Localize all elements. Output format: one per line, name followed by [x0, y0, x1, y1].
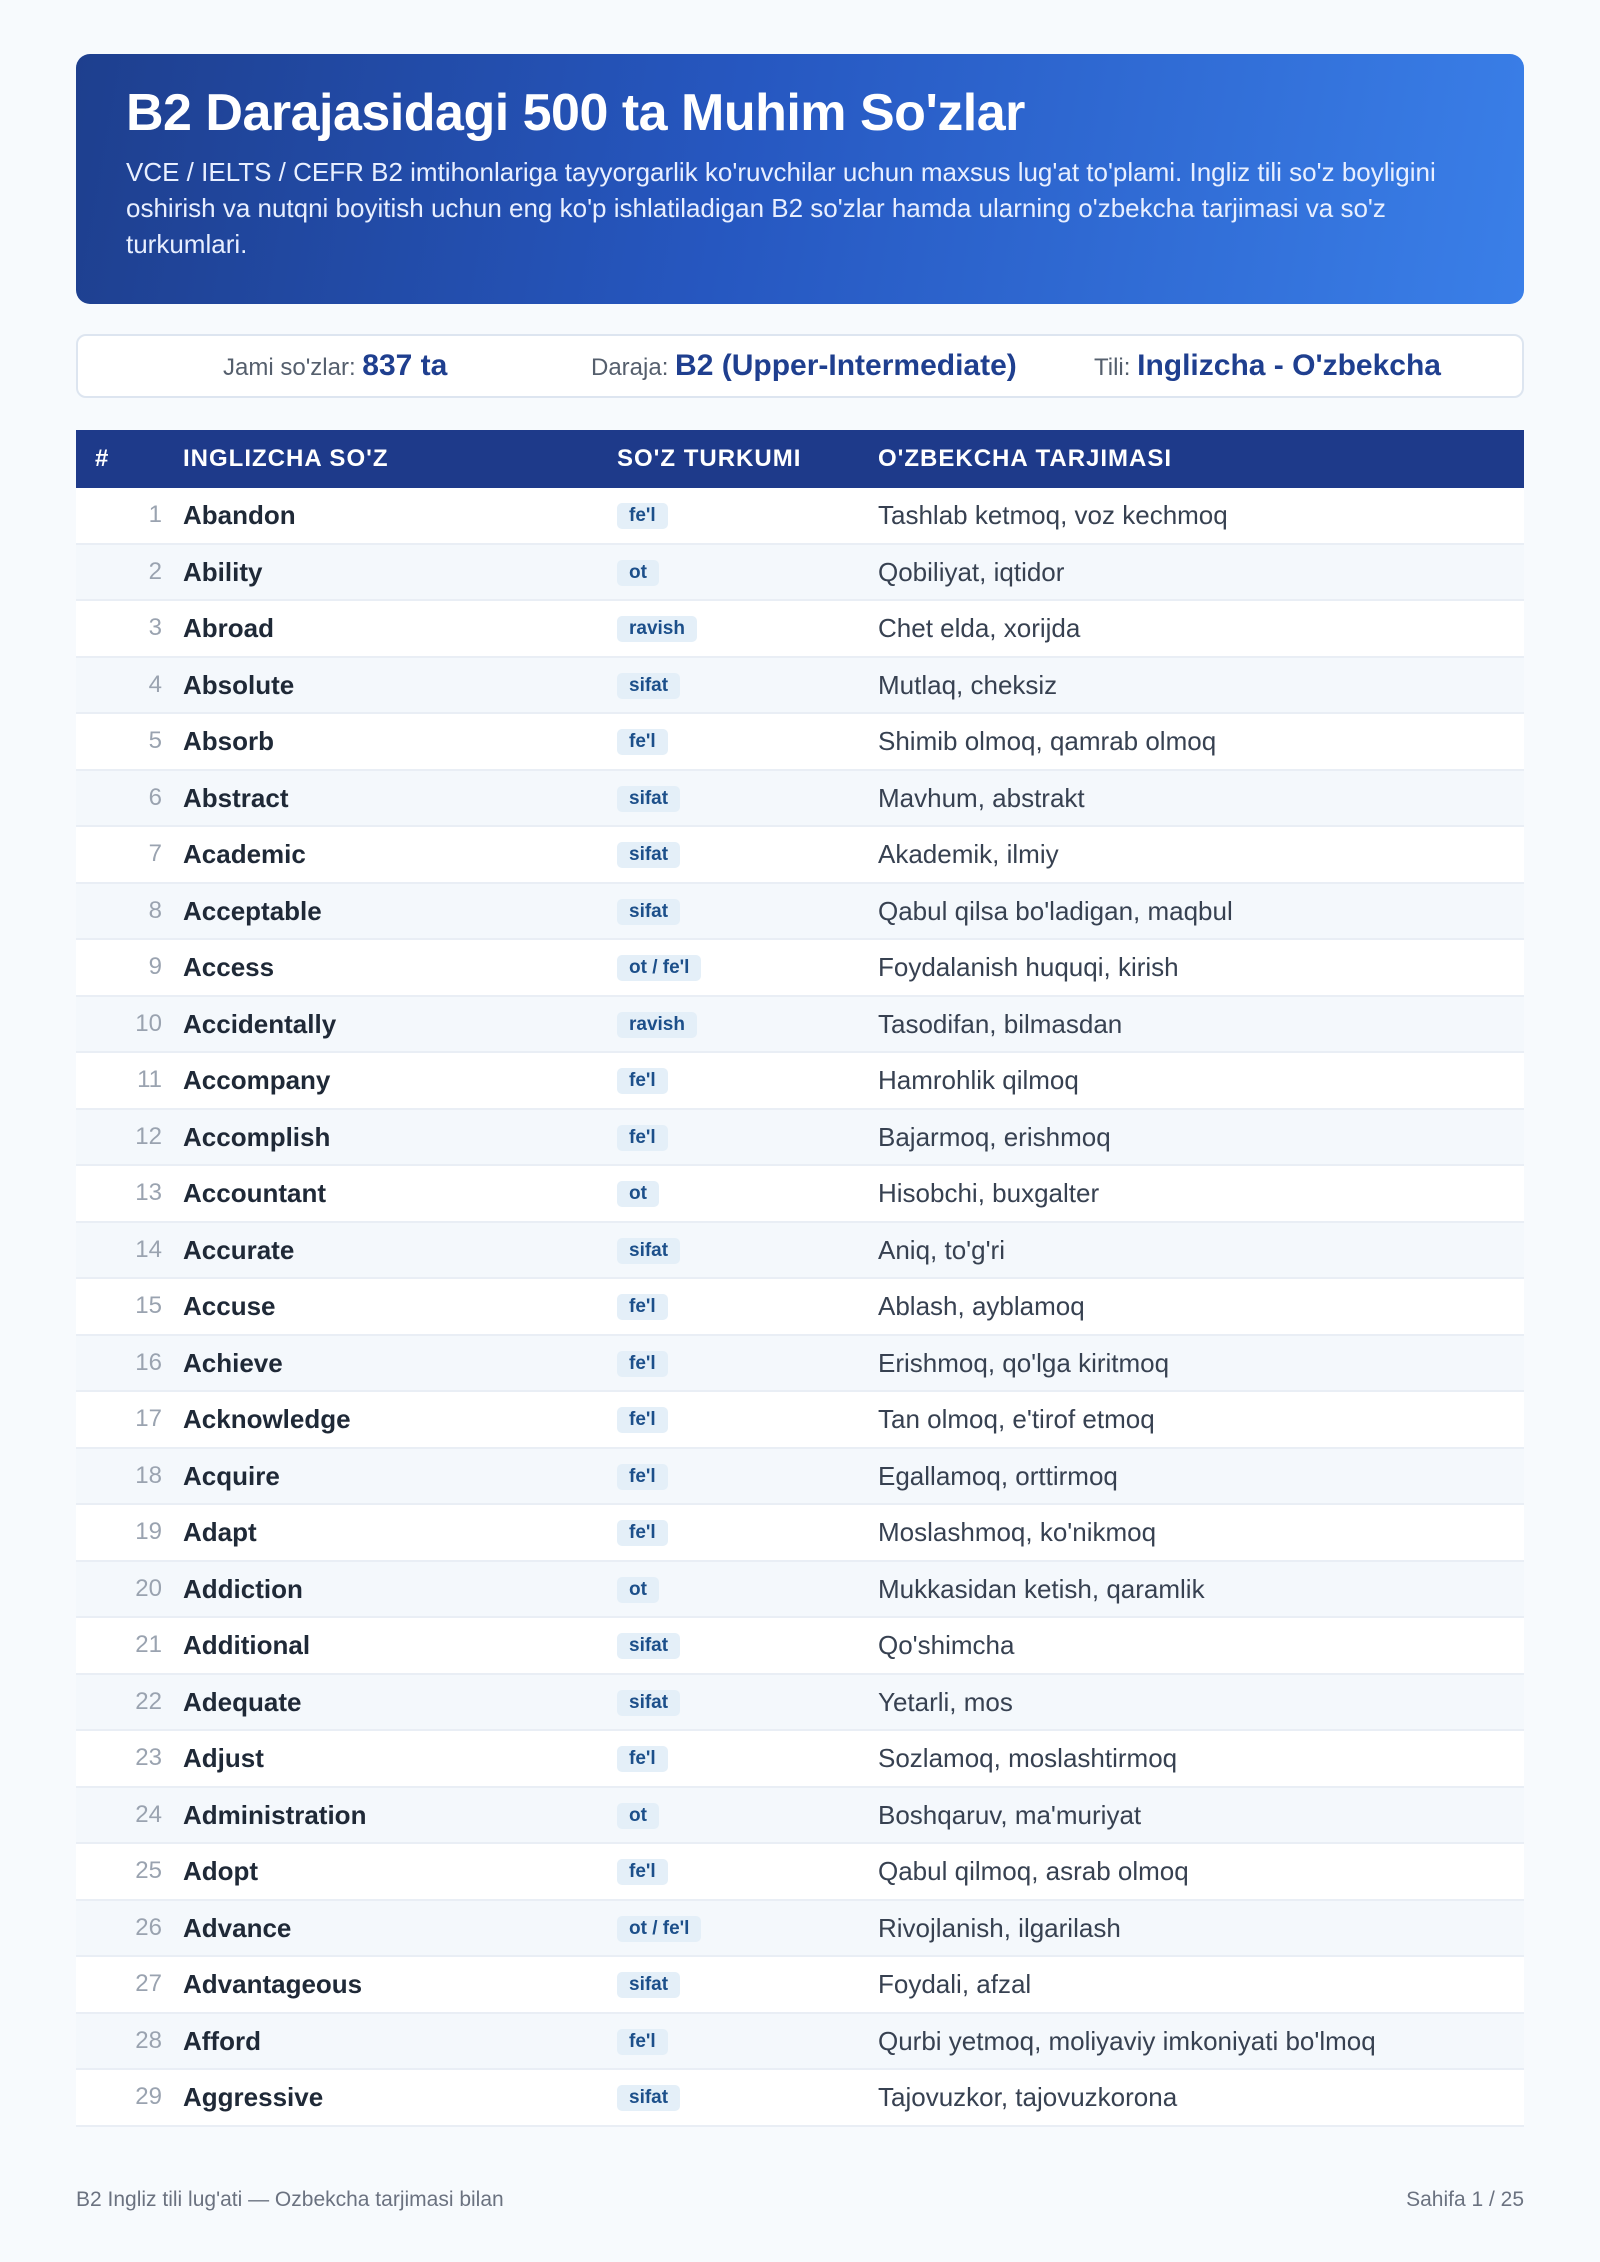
table-row	[76, 1675, 1524, 1732]
english-word: Acceptable	[183, 895, 322, 926]
part-of-speech-badge: ravish	[617, 616, 697, 642]
row-number: 5	[148, 727, 162, 754]
table-row	[76, 1901, 1524, 1958]
table-row	[76, 1279, 1524, 1336]
uzbek-translation: Bajarmoq, erishmoq	[878, 1121, 1111, 1152]
english-word: Abroad	[183, 613, 274, 643]
uzbek-translation: Qobiliyat, iqtidor	[878, 556, 1065, 587]
row-number: 8	[148, 896, 162, 924]
uzbek-translation: Hamrohlik qilmoq	[878, 1065, 1079, 1095]
table-row	[76, 1731, 1524, 1788]
part-of-speech-badge: ot	[617, 1803, 659, 1829]
part-of-speech-badge: fe'l	[617, 1746, 668, 1772]
page-header	[76, 54, 1524, 304]
column-header-translation: O'ZBEKCHA TARJIMASI	[878, 445, 1173, 472]
english-word: Absolute	[183, 669, 295, 700]
row-number: 20	[135, 1574, 162, 1602]
row-number: 17	[135, 1405, 162, 1432]
row-number: 22	[135, 1687, 162, 1715]
uzbek-translation: Ablash, ayblamoq	[878, 1291, 1085, 1321]
part-of-speech-badge: fe'l	[617, 1294, 668, 1320]
uzbek-translation: Aniq, to'g'ri	[878, 1234, 1005, 1265]
row-number: 24	[135, 1800, 162, 1828]
column-header-number: #	[95, 445, 110, 472]
row-number: 25	[135, 1857, 162, 1884]
stat-language-label: Tili:	[1094, 354, 1131, 381]
part-of-speech-badge: sifat	[617, 1690, 680, 1716]
uzbek-translation: Mutlaq, cheksiz	[878, 669, 1058, 700]
part-of-speech-badge: sifat	[617, 2085, 680, 2111]
table-row	[76, 1110, 1524, 1167]
vocabulary-table-body	[76, 488, 1524, 2127]
english-word: Acknowledge	[183, 1404, 351, 1434]
table-row	[76, 771, 1524, 828]
english-word: Access	[183, 952, 275, 982]
row-number: 15	[135, 1292, 162, 1319]
row-number: 14	[135, 1235, 162, 1263]
uzbek-translation: Qabul qilsa bo'ladigan, maqbul	[878, 895, 1233, 926]
part-of-speech-badge: ot	[617, 1577, 659, 1603]
column-header-part-of-speech: SO'Z TURKUMI	[617, 445, 802, 472]
english-word: Acquire	[183, 1460, 280, 1491]
uzbek-translation: Shimib olmoq, qamrab olmoq	[878, 726, 1217, 756]
table-row	[76, 1957, 1524, 2014]
english-word: Accompany	[183, 1065, 331, 1095]
row-number: 2	[148, 557, 162, 585]
part-of-speech-badge: ot	[617, 560, 659, 586]
table-row	[76, 940, 1524, 997]
part-of-speech-badge: sifat	[617, 1633, 680, 1659]
english-word: Ability	[183, 556, 263, 587]
table-row	[76, 1336, 1524, 1393]
english-word: Adopt	[183, 1856, 259, 1886]
english-word: Abstract	[183, 782, 289, 813]
uzbek-translation: Mukkasidan ketish, qaramlik	[878, 1573, 1205, 1604]
uzbek-translation: Yetarli, mos	[878, 1686, 1013, 1717]
part-of-speech-badge: ravish	[617, 1012, 697, 1038]
table-row	[76, 2014, 1524, 2071]
uzbek-translation: Hisobchi, buxgalter	[878, 1178, 1100, 1208]
english-word: Adapt	[183, 1517, 257, 1547]
row-number: 27	[135, 1970, 162, 1997]
part-of-speech-badge: fe'l	[617, 1520, 668, 1546]
part-of-speech-badge: fe'l	[617, 1859, 668, 1885]
row-number: 4	[148, 670, 162, 698]
part-of-speech-badge: fe'l	[617, 729, 668, 755]
english-word: Abandon	[183, 500, 296, 530]
table-row	[76, 488, 1524, 545]
part-of-speech-badge: ot	[617, 1181, 659, 1207]
uzbek-translation: Akademik, ilmiy	[878, 839, 1059, 869]
column-header-english-word: INGLIZCHA SO'Z	[183, 445, 389, 472]
table-row	[76, 601, 1524, 658]
uzbek-translation: Chet elda, xorijda	[878, 613, 1081, 643]
english-word: Accuse	[183, 1291, 276, 1321]
english-word: Absorb	[183, 726, 274, 756]
row-number: 6	[148, 783, 162, 811]
uzbek-translation: Tan olmoq, e'tirof etmoq	[878, 1404, 1155, 1434]
stat-level-label: Daraja:	[591, 354, 669, 381]
table-row	[76, 658, 1524, 715]
uzbek-translation: Sozlamoq, moslashtirmoq	[878, 1743, 1178, 1773]
stats-bar	[76, 334, 1524, 398]
table-row	[76, 1788, 1524, 1845]
row-number: 9	[148, 953, 162, 980]
english-word: Adequate	[183, 1686, 302, 1717]
row-number: 12	[135, 1122, 162, 1150]
uzbek-translation: Erishmoq, qo'lga kiritmoq	[878, 1347, 1170, 1378]
english-word: Accidentally	[183, 1008, 337, 1039]
page-title: B2 Darajasidagi 500 ta Muhim So'zlar	[126, 84, 1025, 142]
uzbek-translation: Moslashmoq, ko'nikmoq	[878, 1517, 1157, 1547]
table-row	[76, 1449, 1524, 1506]
part-of-speech-badge: fe'l	[617, 503, 668, 529]
uzbek-translation: Foydalanish huquqi, kirish	[878, 952, 1179, 982]
part-of-speech-badge: fe'l	[617, 1407, 668, 1433]
english-word: Afford	[183, 2025, 261, 2056]
table-row	[76, 997, 1524, 1054]
table-header	[76, 430, 1524, 488]
row-number: 1	[148, 501, 162, 528]
uzbek-translation: Qo'shimcha	[878, 1630, 1015, 1660]
table-row	[76, 1223, 1524, 1280]
english-word: Accomplish	[183, 1121, 331, 1152]
stat-level-value: B2 (Upper-Intermediate)	[675, 349, 1017, 382]
table-row	[76, 1562, 1524, 1619]
row-number: 26	[135, 1913, 162, 1941]
table-row	[76, 714, 1524, 771]
uzbek-translation: Egallamoq, orttirmoq	[878, 1460, 1118, 1491]
row-number: 3	[148, 614, 162, 641]
table-row	[76, 545, 1524, 602]
part-of-speech-badge: sifat	[617, 1972, 680, 1998]
part-of-speech-badge: sifat	[617, 1238, 680, 1264]
table-row	[76, 827, 1524, 884]
row-number: 23	[135, 1744, 162, 1771]
part-of-speech-badge: sifat	[617, 673, 680, 699]
english-word: Addiction	[183, 1573, 303, 1604]
row-number: 7	[148, 840, 162, 867]
stat-language-value: Inglizcha - O'zbekcha	[1137, 349, 1441, 382]
english-word: Achieve	[183, 1347, 283, 1378]
row-number: 21	[135, 1631, 162, 1658]
row-number: 19	[135, 1518, 162, 1545]
table-row	[76, 1618, 1524, 1675]
english-word: Aggressive	[183, 2082, 324, 2112]
part-of-speech-badge: ot / fe'l	[617, 955, 701, 981]
row-number: 28	[135, 2026, 162, 2054]
uzbek-translation: Mavhum, abstrakt	[878, 782, 1085, 813]
part-of-speech-badge: sifat	[617, 842, 680, 868]
page-description: VCE / IELTS / CEFR B2 imtihonlariga tayyorgarlik ko'ruvchilar uchun maxsus lug'at to'plami. Ingliz tili so'z boyligini oshirish va nutqni boyitish uchun eng ko'p ishlatiladigan B2 so'zlar hamda ularning o'zbekcha tarjimasi va so'z turkumlari.	[126, 157, 1436, 259]
stat-total	[223, 336, 447, 396]
part-of-speech-badge: fe'l	[617, 1351, 668, 1377]
row-number: 10	[135, 1009, 162, 1037]
part-of-speech-badge: sifat	[617, 786, 680, 812]
row-number: 11	[137, 1066, 162, 1093]
stat-language	[1094, 336, 1441, 396]
stat-total-value: 837 ta	[362, 349, 448, 382]
table-row	[76, 1505, 1524, 1562]
uzbek-translation: Boshqaruv, ma'muriyat	[878, 1799, 1142, 1830]
table-row	[76, 884, 1524, 941]
part-of-speech-badge: fe'l	[617, 2029, 668, 2055]
row-number: 13	[135, 1179, 162, 1206]
part-of-speech-badge: fe'l	[617, 1125, 668, 1151]
table-row	[76, 2070, 1524, 2127]
table-row	[76, 1392, 1524, 1449]
uzbek-translation: Foydali, afzal	[878, 1969, 1032, 1999]
uzbek-translation: Tasodifan, bilmasdan	[878, 1008, 1123, 1039]
uzbek-translation: Rivojlanish, ilgarilash	[878, 1912, 1121, 1943]
english-word: Additional	[183, 1630, 311, 1660]
uzbek-translation: Qurbi yetmoq, moliyaviy imkoniyati bo'lmoq	[878, 2025, 1376, 2056]
row-number: 29	[135, 2083, 162, 2110]
part-of-speech-badge: fe'l	[617, 1068, 668, 1094]
english-word: Academic	[183, 839, 306, 869]
footer-title: B2 Ingliz tili lug'ati — Ozbekcha tarjimasi bilan	[76, 2188, 504, 2211]
english-word: Administration	[183, 1799, 367, 1830]
part-of-speech-badge: ot / fe'l	[617, 1916, 701, 1942]
part-of-speech-badge: sifat	[617, 899, 680, 925]
english-word: Adjust	[183, 1743, 264, 1773]
table-row	[76, 1053, 1524, 1110]
row-number: 16	[135, 1348, 162, 1376]
uzbek-translation: Tajovuzkor, tajovuzkorona	[878, 2082, 1178, 2112]
uzbek-translation: Qabul qilmoq, asrab olmoq	[878, 1856, 1189, 1886]
stat-total-label: Jami so'zlar:	[223, 354, 356, 381]
stat-level	[591, 336, 1017, 396]
table-row	[76, 1844, 1524, 1901]
page-number: Sahifa 1 / 25	[1406, 2188, 1524, 2211]
uzbek-translation: Tashlab ketmoq, voz kechmoq	[878, 500, 1228, 530]
part-of-speech-badge: fe'l	[617, 1464, 668, 1490]
english-word: Accurate	[183, 1234, 295, 1265]
row-number: 18	[135, 1461, 162, 1489]
table-row	[76, 1166, 1524, 1223]
english-word: Advantageous	[183, 1969, 363, 1999]
english-word: Advance	[183, 1912, 292, 1943]
english-word: Accountant	[183, 1178, 326, 1208]
